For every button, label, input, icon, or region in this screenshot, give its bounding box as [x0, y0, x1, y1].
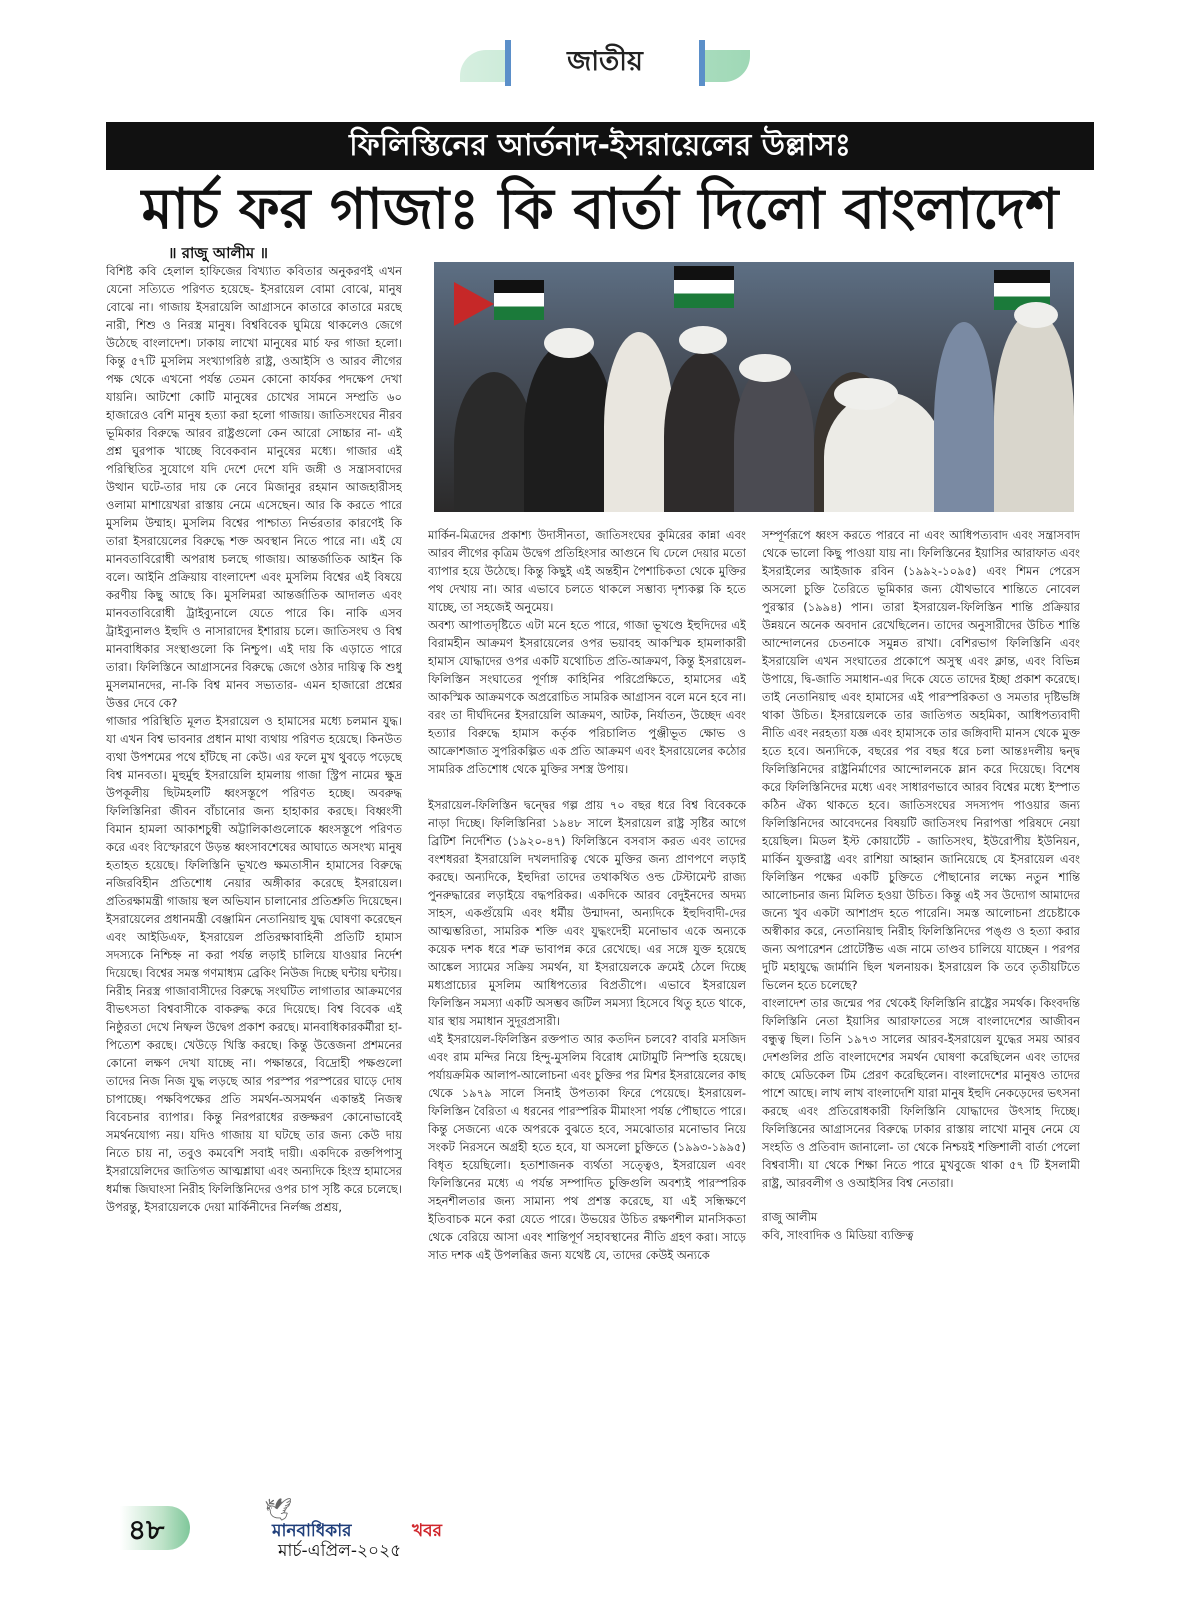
author-signature-title: কবি, সাংবাদিক ও মিডিয়া ব্যক্তিত্ব — [762, 1228, 914, 1242]
person-figure — [664, 352, 744, 512]
flag-graphic — [454, 282, 494, 326]
paragraph: বাংলাদেশ তার জন্মের পর থেকেই ফিলিস্তিনি রাষ্ট্রের সমর্থক। কিংবদন্তি ফিলিস্তিনি নেতা ইয়াসির আরাফাতের সঙ্গে বাংলাদেশের আজীবন বন্ধুত্ব ছিল। তিনি ১৯৭৩ সালের আরব-ইসরায়েল যুদ্ধের সময় আরব দেশগুলির প্রতি বাংলাদেশের সমর্থন ঘোষণা করেছিলেন এবং তাদের কাছে মেডিকেল টিম প্রেরণ করেছিলেন। বাংলাদেশের মানুষও তাদের পাশে আছে। লাখ লাখ বাংলাদেশি যারা মানুষ ইহুদি নেকড়েদের ভৎসনা করছে এবং প্রতিরোধকারী ফিলিস্তিনি যোদ্ধাদের উৎসাহ দিচ্ছে। ফিলিস্তিনের আগ্রাসনের বিরুদ্ধে ঢাকার রাস্তায় লাখো মানুষ নেমে যে সংহতি ও প্রতিবাদ জানালো- তা থেকে নিশ্চয়ই শক্তিশালী বার্তা পেলো বিশ্ববাসী। যা থেকে শিক্ষা নিতে পারে মুখবুজে থাকা ৫৭ টি ইসলামী রাষ্ট্র, আরবলীগ ও ওআইসির বিশ্ব নেতারা। — [762, 996, 1080, 1190]
paragraph: সম্পূর্ণরূপে ধ্বংস করতে পারবে না এবং আধিপত্যবাদ এবং সন্ত্রাসবাদ থেকে ভালো কিছু পাওয়া যায় না। ফিলিস্তিনের ইয়াসির আরাফাত এবং ইসরাইলের আইজাক রবিন (১৯৯২-১০৯৫) এবং শিমন পেরেস অসলো চুক্তি তৈরিতে ভূমিকার জন্য যৌথভাবে শান্তিতে নোবেল পুরস্কার (১৯৯৪) পান। তারা ইসরায়েল-ফিলিস্তিন শান্তি প্রক্রিয়ার উন্নয়নে অনেক অবদান রেখেছিলেন। তাদের অনুসারীদের উচিত শান্তি আন্দোলনের চেতনাকে সমুন্নত রাখা। বেশিরভাগ ফিলিস্তিনি এবং ইসরায়েলি এখন সংঘাতের প্রকোপে অসুস্থ এবং ক্লান্ত, এবং বিভিন্ন উপায়ে, দ্বি-জাতি সমাধান-এর দিকে যেতে তাদের ইচ্ছা প্রকাশ করেছে। তাই নেতানিয়াহু এবং হামাসের এই পারস্পরিকতা ও সমতার দৃষ্টিভঙ্গি থাকা উচিত। ইসরায়েলকে তার জাতিগত অহমিকা, আধিপত্যবাদী নীতি এবং নরহত্যা যজ্ঞ এবং হামাসকে তার জঙ্গিবাদী মানস থেকে মুক্ত হতে হবে। অন্যদিকে, বছরের পর বছর ধরে চলা আন্তঃদলীয় দ্বন্দ্ব ফিলিস্তিনিদের রাষ্ট্রনির্মাণের আন্দোলনকে ম্লান করে দিয়েছে। বিশেষ করে ফিলিস্তিনিদের মধ্যে এবং সাধারণভাবে আরব বিশ্বের মধ্যে ইস্পাত কঠিন ঐক্য থাকতে হবে। জাতিসংঘের সদস্যপদ পাওয়ার জন্য ফিলিস্তিনিদের আবেদনের বিষয়টি জাতিসংঘ নিরাপত্তা পরিষদে নেয়া হয়েছিল। মিডল ইস্ট কোয়ার্টেট - জাতিসংঘ, ইউরোপীয় ইউনিয়ন, মার্কিন যুক্তরাষ্ট্র এবং রাশিয়া আহ্বান জানিয়েছে যে ইসরায়েল এবং ফিলিস্তিন পক্ষের একটি চুক্তিতে পৌছানোর লক্ষ্যে নতুন শান্তি আলোচনার জন্য মিলিত হওয়া উচিত। কিন্তু এই সব উদ্যোগ আমাদের জন্যে খুব একটা আশাপ্রদ হতে পারেনি। সমস্ত আলোচনা প্রচেষ্টাকে অস্বীকার করে, নেতানিয়াহু নিরীহ ফিলিস্তিনিদের পঙ্গু ও হত্যা করার জন্য অপারেশন প্রোটেক্টিভ এজ নামে তাণ্ডব চালিয়ে যাচ্ছেন । পরপর দুটি মহাযুদ্ধে জার্মানি ছিল খলনায়ক। ইসরায়েল কি তবে তৃতীয়টিতে ভিলেন হতে চলেছে? — [762, 528, 1080, 992]
person-figure — [734, 362, 814, 512]
cap-graphic — [679, 326, 727, 354]
paragraph: ইসরায়েল-ফিলিস্তিন দ্বন্দ্বের গল্প প্রায় ৭০ বছর ধরে বিশ্ব বিবেককে নাড়া দিচ্ছে। ফিলিস্তিনিরা ১৯৪৮ সালে ইসরায়েল রাষ্ট্র সৃষ্টির আগে ব্রিটিশ নির্দেশিত (১৯২০-৪৭) ফিলিস্তিনে বসবাস করত এবং তাদের বংশধররা ইসরায়েলি দখলদারিত্ব থেকে মুক্তির জন্য প্রাণপণে লড়াই করছে। অন্যদিকে, ইহুদিরা তাদের তথাকথিত ওল্ড টেস্টামেন্ট রাজ্য পুনরুদ্ধারের লড়াইয়ে বদ্ধপরিকর। একদিকে আরব বেদুইনদের অদম্য সাহস, একগুঁয়েমি এবং ধর্মীয় উন্মাদনা, অন্যদিকে ইহুদিবাদী-দের আত্মম্ভরিতা, সামরিক শক্তি এবং যুদ্ধংদেহী মনোভাব একে অন্যকে কয়েক দশক ধরে শত্রু ভাবাপন্ন করে রেখেছে। এর সঙ্গে যুক্ত হয়েছে আঙ্কেল স্যামের সক্রিয় সমর্থন, যা ইসরায়েলকে ক্রমেই ঠেলে দিচ্ছে মধ্যপ্রাচ্যের মুসলিম আধিপত্যের বিপ্রতীপে। এভাবে ইসরায়েল ফিলিস্তিন সমস্যা একটি অসম্ভব জটিল সমস্যা হিসেবে থিতু হতে থাকে, যার স্থায় সমাধান সুদূরপ্রসারী। — [428, 798, 746, 1028]
cap-graphic — [834, 378, 898, 410]
dove-icon: 🕊 — [264, 1498, 292, 1523]
article-column-1 — [106, 262, 402, 1490]
paragraph: মার্কিন-মিত্রদের প্রকাশ্য উদাসীনতা, জাতিসংঘের কুমিরের কান্না এবং আরব লীগের কৃত্রিম উদ্বেগ প্রতিহিংসার আগুনে ঘি ঢেলে দেয়ার মতো ব্যাপার হয়ে উঠেছে। কিন্তু কিছুই এই অন্তহীন পৈশাচিকতা থেকে মুক্তির পথ দেখায় না। আর এভাবে চলতে থাকলে সম্ভাব্য দৃশ্যকল্প কি হতে যাচ্ছে, তা সহজেই অনুমেয়। — [428, 528, 746, 614]
section-label: জাতীয় — [505, 40, 705, 86]
byline: ॥ রাজু আলীম ॥ — [168, 244, 268, 262]
paragraph: এই ইসরায়েল-ফিলিস্তিন রক্তপাত আর কতদিন চলবে? বাবরি মসজিদ এবং রাম মন্দির নিয়ে হিন্দু-মুসলিম বিরোধ মোটামুটি নিস্পত্তি হয়েছে। পর্যায়ক্রমিক আলাপ-আলোচনা এবং চুক্তির পর মিশর ইসরায়েলের কাছ থেকে ১৯৭৯ সালে সিনাই উপত্যকা ফিরে পেয়েছে। ইসরায়েল-ফিলিস্তিন বৈরিতা এ ধরনের পারস্পরিক মীমাংসা পর্যন্ত পৌছাতে পারে। কিন্তু সেজন্যে একে অপরকে বুঝতে হবে, সমঝোতার মনোভাব নিয়ে সংকট নিরসনে অগ্রহী হতে হবে, যা অসলো চুক্তিতে (১৯৯৩-১৯৯৫) বিধৃত হয়েছিলো। হতাশাজনক ব্যর্থতা সত্ত্বেও, ইসরায়েল এবং ফিলিস্তিনের মধ্যে এ পর্যন্ত সম্পাদিত চুক্তিগুলি অবশ্যই পারস্পরিক সহনশীলতার জন্য সামান্য পথ প্রশস্ত করেছে, যা এই সন্ধিক্ষণে ইতিবাচক মনে করা যেতে পারে। উভয়ের উচিত রক্ষণশীল মানসিকতা থেকে বেরিয়ে আসা এবং শান্তিপূর্ণ সহাবস্থানের নীতি গ্রহণ করা। সাড়ে সাত দশক এই উপলব্ধির জন্য যথেষ্ট যে, তাদের কেউই অন্যকে — [428, 1032, 746, 1262]
logo-text-accent: খবর — [412, 1521, 442, 1541]
paragraph: গাজার পরিস্থিতি মূলত ইসরায়েল ও হামাসের মধ্যে চলমান যুদ্ধ। যা এখন বিশ্ব ভাবনার প্রধান মাথা ব্যথায় পরিণত হয়েছে। কিনউত ব্যথা উপশমের পথে হাঁটছে না কেউ। এর ফলে মুখ থুবড়ে পড়েছে বিশ্ব মানবতা। মুহুর্মুহু ইসরায়েলি হামলায় গাজা স্ট্রিপ নামের ক্ষুদ্র উপকূলীয় ছিটমহলটি ধ্বংসস্তূপে পরিণত হচ্ছে। অবরুদ্ধ ফিলিস্তিনিরা জীবন বাঁচানোর জন্য হাহাকার করছে। বিধ্বংসী বিমান হামলা আকাশচুম্বী অট্টালিকাগুলোকে ধ্বংসস্তূপে পরিণত করে এবং বিস্ফোরণে উড়ন্ত ধ্বংসাবশেষের আঘাতে অসংখ্য মানুষ হতাহত হয়েছে। ফিলিস্তিনি ভূখণ্ডে ক্ষমতাসীন হামাসের বিরুদ্ধে নজিরবিহীন প্রতিশোধ নেয়ার অঙ্গীকার করেছে ইসরায়েল। প্রতিরক্ষামন্ত্রী গাজায় স্থল অভিযান চালানোর প্রতিশ্রুতি দিয়েছেন। ইসরায়েলের প্রধানমন্ত্রী বেঞ্জামিন নেতানিয়াহু যুদ্ধ ঘোষণা করেছেন এবং আইডিএফ, ইসরায়েল প্রতিরক্ষাবাহিনী প্রতিটি হামাস সদস্যকে নিশ্চিহ্ন না করা পর্যন্ত লড়াই চালিয়ে যাওয়ার নির্দেশ দিয়েছে। বিশ্বের সমস্ত গণমাধ্যম ব্রেকিং নিউজ দিচ্ছে ঘন্টায় ঘন্টায়। — [106, 714, 402, 980]
logo-text-main: মানবাধিকার — [272, 1521, 352, 1541]
person-figure — [824, 392, 944, 512]
page-footer — [0, 1490, 1200, 1600]
kicker-bar: ফিলিস্তিনের আর্তনাদ-ইসরায়েলের উল্লাসঃ — [106, 122, 1094, 170]
headline: মার্চ ফর গাজাঃ কি বার্তা দিলো বাংলাদেশ — [141, 177, 1059, 242]
cap-graphic — [1014, 302, 1058, 328]
flag-graphic — [494, 280, 544, 320]
issue-date: মার্চ-এপ্রিল-২০২৫ — [278, 1541, 402, 1561]
page-number: ৪৮ — [128, 1513, 165, 1546]
author-signature-name: রাজু আলীম — [762, 1210, 818, 1224]
paragraph: অবশ্য আপাতদৃষ্টিতে এটা মনে হতে পারে, গাজা ভূখণ্ডে ইহুদিদের এই বিরামহীন আক্রমণ ইসরায়েলের ওপর ভয়াবহ আকস্মিক হামলাকারী হামাস যোদ্ধাদের ওপর একটি যথোচিত প্রতি-আক্রমণ, কিন্তু ইসরায়েল-ফিলিস্তিন সংঘাতের পূর্ণাঙ্গ কাহিনির পরিপ্রেক্ষিতে, হামাসের এই আকস্মিক আক্রমণকে অপ্ররোচিত সামরিক আগ্রাসন বলে মনে হবে না। বরং তা দীর্ঘদিনের ইসরায়েলি আক্রমণ, আটক, নির্যাতন, উচ্ছেদ এবং হত্যার বিরুদ্ধে হামাস কর্তৃক পরিচালিত পুঞ্জীভূত ক্ষোভ ও আক্রোশজাত সুপরিকল্পিত এক প্রতি আক্রমণ এবং ইসরায়েলের কঠোর সামরিক প্রতিশোধ থেকে মুক্তির সশস্ত্র উপায়। — [428, 618, 746, 776]
article-column-3 — [762, 526, 1080, 1426]
cap-graphic — [739, 354, 791, 382]
person-figure — [524, 342, 614, 512]
paragraph: নিরীহ নিরস্ত্র গাজাবাসীদের বিরুদ্ধে সংঘটিত লাগাতার আক্রমণের বীভৎসতা বিশ্ববাসীকে বাকরুদ্ধ করে দিয়েছে। বিশ্ব বিবেক এই নিষ্ঠুরতা দেখে নিষ্ফল উদ্বেগ প্রকাশ করছে। মানবাধিকারকর্মীরা হা-পিত্যেশ করছে। খেউড়ে খিস্তি করছে। কিন্তু উত্তেজনা প্রশমনের কোনো লক্ষণ দেখা যাচ্ছে না। পক্ষান্তরে, বিদ্রোহী পক্ষগুলো তাদের নিজ নিজ যুদ্ধ লড়ছে আর পরস্পর পরস্পরের ঘাড়ে দোষ চাপাচ্ছে। পক্ষবিপক্ষের প্রতি সমর্থন-অসমর্থন একান্তই নিজস্ব বিবেচনার ব্যাপার। কিন্তু নিরপরাধের রক্তক্ষরণ কোনোভাবেই সমর্থনযোগ্য নয়। যদিও গাজায় যা ঘটছে তার জন্য কেউ দায় নিতে চায় না, তবুও কমবেশি সবাই দায়ী। একদিকে রক্তপিপাসু ইসরায়েলিদের জাতিগত আত্মশ্লাঘা এবং অন্যদিকে হিংস্র হামাসের ধর্মান্ধ জিঘাংসা নিরীহ ফিলিস্তিনিদের ওপর চাপ সৃষ্টি করে চলেছে। উপরন্তু, ইসরায়েলকে দেয়া মার্কিনীদের নির্লজ্জ প্রশ্রয়, — [106, 984, 402, 1214]
person-figure — [994, 312, 1074, 512]
paragraph: বিশিষ্ট কবি হেলাল হাফিজের বিখ্যাত কবিতার অনুকরণই এখন যেনো সত্যিতে পরিণত হয়েছে- ইসরায়েল বোমা বোঝে, মানুষ বোঝে না। গাজায় ইসরায়েলি আগ্রাসনে কাতারে কাতারে মরছে নারী, শিশু ও নিরস্ত্র মানুষ। বিশ্ববিবেক ঘুমিয়ে থাকলেও জেগে উঠেছে বাংলাদেশ। ঢাকায় লাখো মানুষের মার্চ ফর গাজা হলো। কিন্তু ৫৭টি মুসলিম সংখ্যাগরিষ্ঠ রাষ্ট্র, ওআইসি ও আরব লীগের পক্ষ থেকে এখনো পর্যন্ত তেমন কোনো কার্যকর পদক্ষেপ দেখা যায়নি। আটশো কোটি মানুষের চোখের সামনে সম্প্রতি ৬০ হাজারেও বেশি মানুষ হত্যা করা হলো গাজায়। জাতিসংঘের নীরব ভূমিকার বিরুদ্ধে আরব রাষ্ট্রগুলো কেন আরো সোচ্চার না- এই প্রশ্ন ঘুরপাক খাচ্ছে বিবেকবান মানুষের মধ্যে। গাজার এই পরিস্থিতির সুযোগে যদি দেশে দেশে যদি জঙ্গী ও সন্ত্রাসবাদের উত্থান ঘটে-তার দায় কে নেবে মিজানুর রহমান আজহারীসহ ওলামা মাশায়েখরা রাস্তায় নেমে এসেছেন। আর কি করতে পারে মুসলিম উম্মাহ। মুসলিম বিশ্বের পাশ্চাত্য নির্ভরতার কারণেই কি তারা ইসরায়েলের বিরুদ্ধে শক্ত অবস্থান নিতে পারে না। এই যে মানবতাবিরোধী অপরাধ চলছে গাজায়। আন্তর্জাতিক আইন কি বলে। আইনি প্রক্রিয়ায় বাংলাদেশ এবং মুসলিম বিশ্বের এই বিষয়ে করণীয় কিছু আছে কি। মুসলিমরা আন্তর্জাতিক আদালত এবং মানবতাবিরোধী ট্রাইব্যুনালে যেতে পারে কি। নাকি এসব ট্রাইব্যুনালও ইহুদি ও নাসারাদের ইশারায় চলে। জাতিসংঘ ও বিশ্ব মানবাধিকার সংস্থাগুলো কি নিশ্চুপ। এই দায় কি এড়াতে পারে তারা। ফিলিস্তিনে আগ্রাসনের বিরুদ্ধে জেগে ওঠার দায়িত্ব কি শুধু মুসলমানদের, না-কি বিশ্ব মানব সভ্যতার- এমন হাজারো প্রশ্নের উত্তর দেবে কে? — [106, 264, 402, 710]
person-figure — [934, 322, 994, 512]
cap-graphic — [544, 328, 594, 358]
person-figure — [454, 372, 534, 512]
rally-photo — [434, 262, 1074, 512]
article-column-2 — [428, 526, 746, 1526]
section-tab — [460, 40, 750, 90]
flag-graphic — [674, 266, 734, 308]
